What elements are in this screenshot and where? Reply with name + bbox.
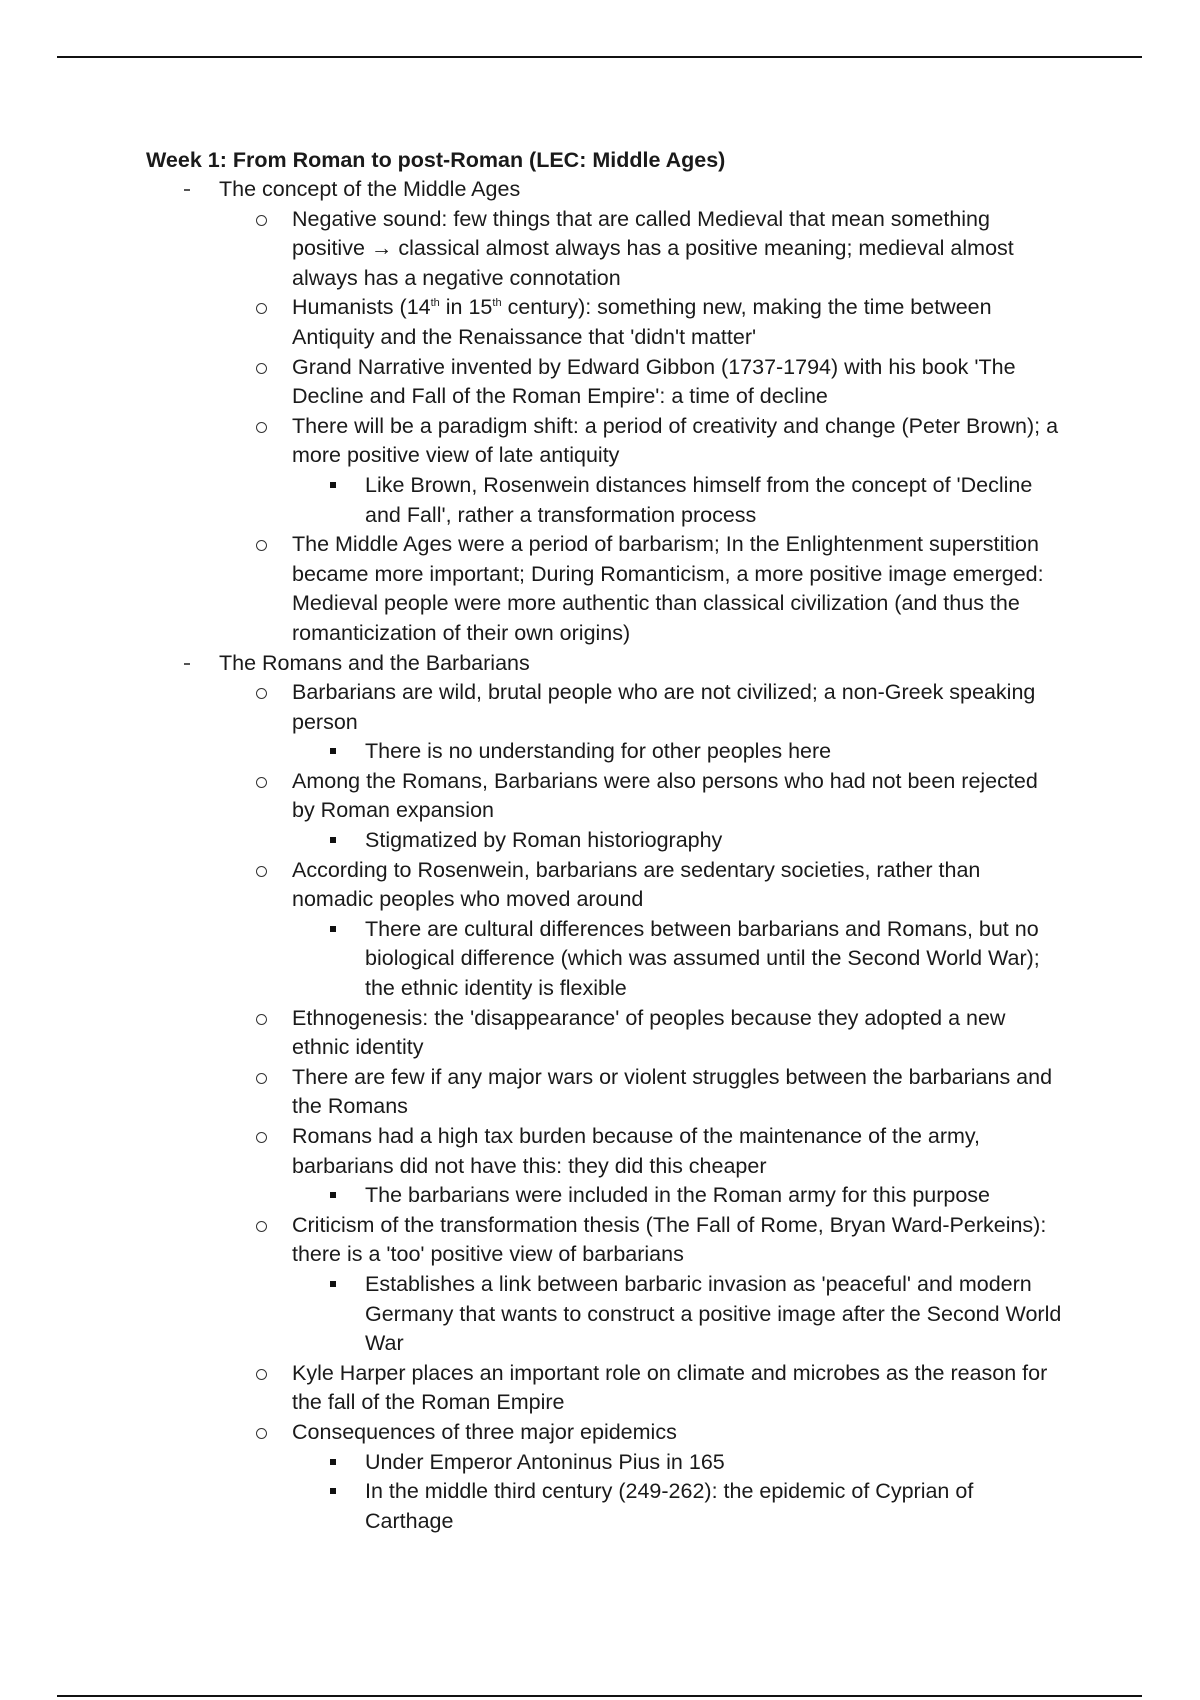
square-bullet-icon	[330, 1192, 336, 1198]
dash-bullet-icon	[184, 189, 190, 191]
sub-list-item: The barbarians were included in the Roman army for this purpose	[146, 1181, 1066, 1211]
square-bullet-icon	[330, 1281, 336, 1287]
list-item: There are few if any major wars or violent struggles between the barbarians and the Romans	[146, 1063, 1066, 1122]
list-item: Negative sound: few things that are called Medieval that mean something positive → classical almost always has a positive meaning; medieval almost always has a negative connotation	[146, 205, 1066, 294]
square-bullet-icon	[330, 748, 336, 754]
square-bullet-icon	[330, 1488, 336, 1494]
circle-bullet-icon	[256, 1073, 267, 1084]
dash-bullet-icon	[184, 663, 190, 665]
header-rule	[57, 56, 1142, 58]
list-item: There will be a paradigm shift: a period of creativity and change (Peter Brown); a more positive view of late antiquity	[146, 412, 1066, 471]
section-heading: The concept of the Middle Ages	[146, 175, 1066, 205]
circle-bullet-icon	[256, 777, 267, 788]
footer-rule	[57, 1695, 1142, 1697]
list-item: Kyle Harper places an important role on climate and microbes as the reason for the fall of the Roman Empire	[146, 1359, 1066, 1418]
square-bullet-icon	[330, 837, 336, 843]
circle-bullet-icon	[256, 866, 267, 877]
sub-list-item: Stigmatized by Roman historiography	[146, 826, 1066, 856]
list-item: The Middle Ages were a period of barbarism; In the Enlightenment superstition became more important; During Romanticism, a more positive image emerged: Medieval people were more authentic than classical civilization (and thus the romanticization of their own origins)	[146, 530, 1066, 648]
circle-bullet-icon	[256, 215, 267, 226]
outline-list	[146, 175, 1066, 1536]
document-body	[146, 145, 1066, 1536]
square-bullet-icon	[330, 926, 336, 932]
sub-list-item: There are cultural differences between barbarians and Romans, but no biological difference (which was assumed until the Second World War); the ethnic identity is flexible	[146, 915, 1066, 1004]
circle-bullet-icon	[256, 363, 267, 374]
circle-bullet-icon	[256, 688, 267, 699]
square-bullet-icon	[330, 1459, 336, 1465]
sub-list-item: In the middle third century (249-262): the epidemic of Cyprian of Carthage	[146, 1477, 1066, 1536]
list-item: Humanists (14th in 15th century): something new, making the time between Antiquity and the Renaissance that 'didn't matter'	[146, 293, 1066, 352]
sub-list-item: Establishes a link between barbaric invasion as 'peaceful' and modern Germany that wants to construct a positive image after the Second World War	[146, 1270, 1066, 1359]
circle-bullet-icon	[256, 303, 267, 314]
circle-bullet-icon	[256, 422, 267, 433]
list-item: Barbarians are wild, brutal people who are not civilized; a non-Greek speaking person	[146, 678, 1066, 737]
list-item: Consequences of three major epidemics	[146, 1418, 1066, 1448]
list-item: According to Rosenwein, barbarians are sedentary societies, rather than nomadic peoples who moved around	[146, 856, 1066, 915]
circle-bullet-icon	[256, 1369, 267, 1380]
sub-list-item: Like Brown, Rosenwein distances himself from the concept of 'Decline and Fall', rather a transformation process	[146, 471, 1066, 530]
circle-bullet-icon	[256, 540, 267, 551]
list-item: Criticism of the transformation thesis (The Fall of Rome, Bryan Ward-Perkeins): there is a 'too' positive view of barbarians	[146, 1211, 1066, 1270]
sub-list-item: There is no understanding for other peoples here	[146, 737, 1066, 767]
list-item: Ethnogenesis: the 'disappearance' of peoples because they adopted a new ethnic identity	[146, 1004, 1066, 1063]
list-item: Among the Romans, Barbarians were also persons who had not been rejected by Roman expansion	[146, 767, 1066, 826]
circle-bullet-icon	[256, 1132, 267, 1143]
page-title: Week 1: From Roman to post-Roman (LEC: Middle Ages)	[146, 148, 726, 172]
list-item: Romans had a high tax burden because of the maintenance of the army, barbarians did not have this: they did this cheaper	[146, 1122, 1066, 1181]
circle-bullet-icon	[256, 1014, 267, 1025]
list-item: Grand Narrative invented by Edward Gibbon (1737-1794) with his book 'The Decline and Fall of the Roman Empire': a time of decline	[146, 353, 1066, 412]
square-bullet-icon	[330, 482, 336, 488]
section-heading: The Romans and the Barbarians	[146, 649, 1066, 679]
circle-bullet-icon	[256, 1428, 267, 1439]
sub-list-item: Under Emperor Antoninus Pius in 165	[146, 1448, 1066, 1478]
circle-bullet-icon	[256, 1221, 267, 1232]
